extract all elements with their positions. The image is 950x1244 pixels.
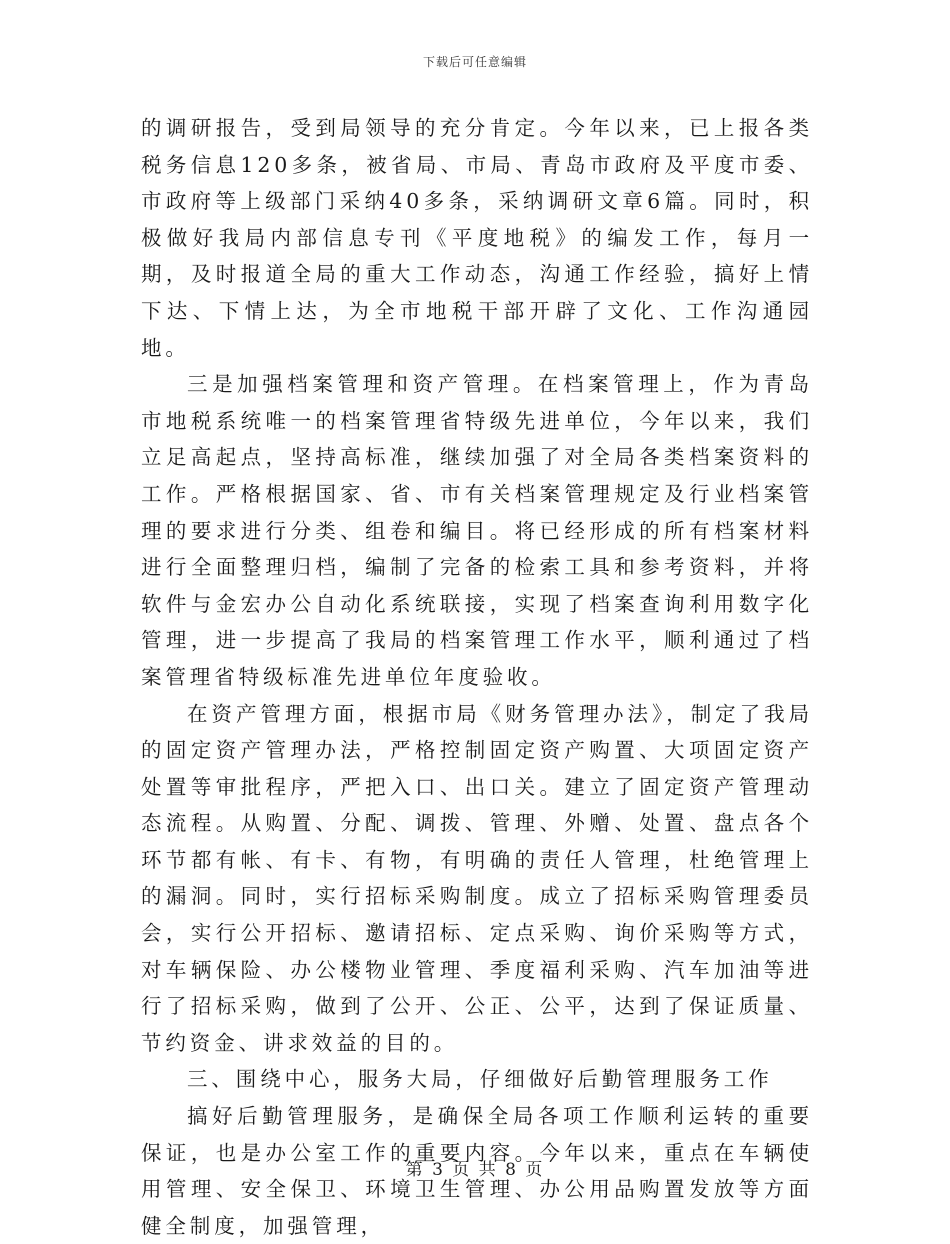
paragraph-3: 在资产管理方面，根据市局《财务管理办法》，制定了我局的固定资产管理办法，严格控制固定资产购置、大项固定资产处置等审批程序，严把入口、出口关。建立了固定资产管理动态流程。从购置、分配、调拨、管理、外赠、处置、盘点各个环节都有帐、有卡、有物，有明确的责任人管理，杜绝管理上的漏洞。同时，实行招标采购制度。成立了招标采购管理委员会，实行公开招标、邀请招标、定点采购、询价采购等方式，对车辆保险、办公楼物业管理、季度福利采购、汽车加油等进行了招标采购，做到了公开、公正、公平，达到了保证质量、节约资金、讲求效益的目的。 (141, 701, 813, 1055)
paragraph-1: 的调研报告，受到局领导的充分肯定。今年以来，已上报各类税务信息120多条，被省局、市局、青岛市政府及平度市委、市政府等上级部门采纳40多条，采纳调研文章6篇。同时，积极做好我局内部信息专刊《平度地税》的编发工作，每月一期，及时报道全局的重大工作动态，沟通工作经验，搞好上情下达、下情上达，为全市地税干部开辟了文化、工作沟通园地。 (141, 116, 813, 360)
section-heading: 三、围绕中心，服务大局，仔细做好后勤管理服务工作 (187, 1067, 773, 1092)
paragraph-2: 三是加强档案管理和资产管理。在档案管理上，作为青岛市地税系统唯一的档案管理省特级先进单位，今年以来，我们立足高起点，坚持高标准，继续加强了对全局各类档案资料的工作。严格根据国家、省、市有关档案管理规定及行业档案管理的要求进行分类、组卷和编目。将已经形成的所有档案材料进行全面整理归档，编制了完备的检索工具和参考资料，并将软件与金宏办公自动化系统联接，实现了档案查询利用数字化管理，进一步提高了我局的档案管理工作水平，顺利通过了档案管理省特级标准先进单位年度验收。 (141, 372, 813, 689)
page-number: 第 3 页 共 8 页 (405, 1160, 545, 1180)
paragraph-4: 搞好后勤管理服务，是确保全局各项工作顺利运转的重要保证，也是办公室工作的重要内容。今年以来，重点在车辆使用管理、安全保卫、环境卫生管理、办公用品购置发放等方面健全制度，加强管理， (141, 1104, 813, 1238)
page-header: 下载后可任意编辑 (422, 55, 527, 69)
document-body (141, 110, 813, 1244)
